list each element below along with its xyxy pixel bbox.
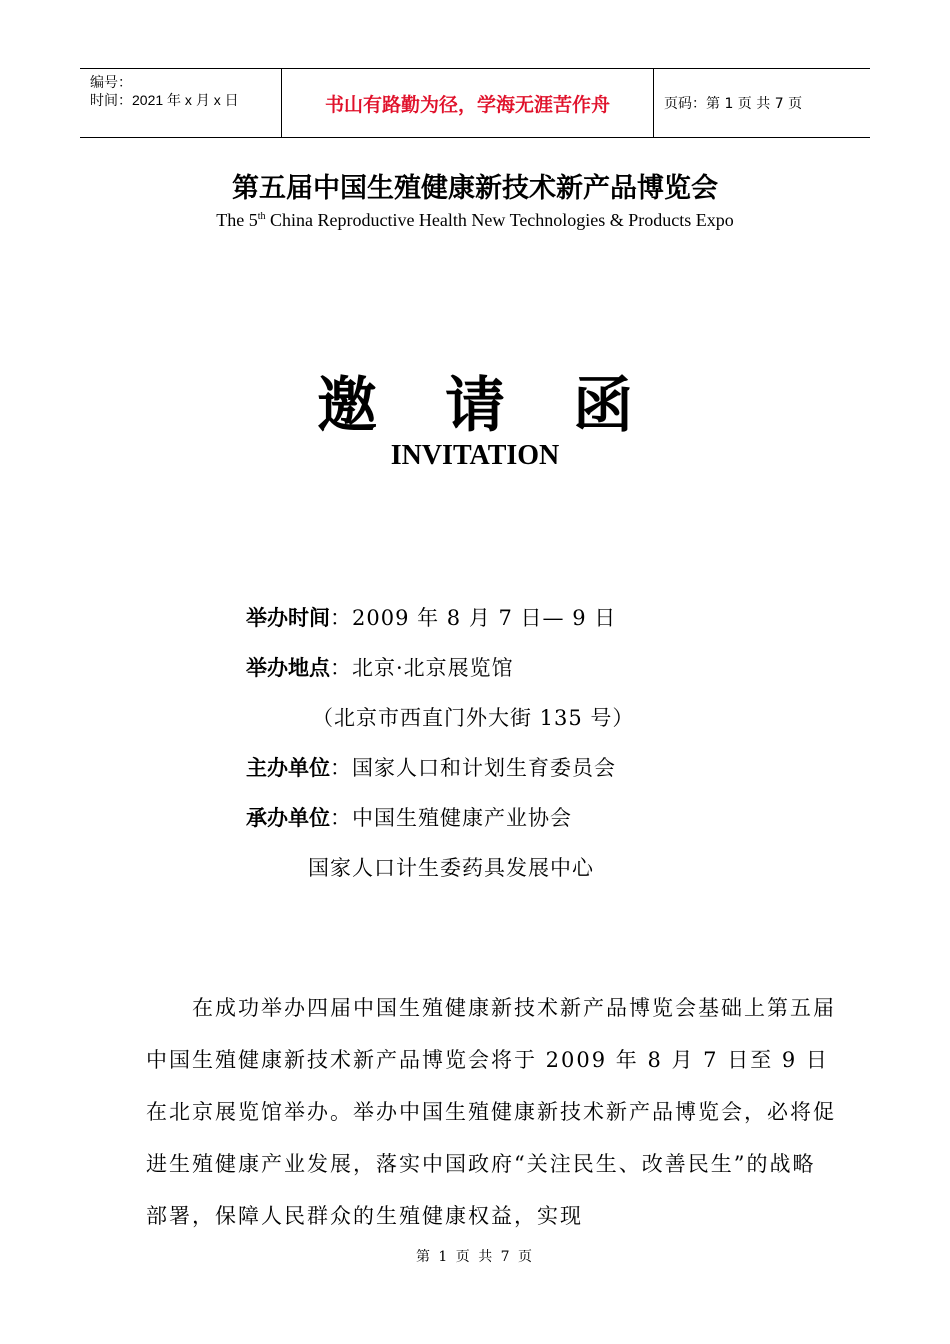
title-en-prefix: The 5 [216, 210, 258, 230]
detail-time [246, 592, 634, 642]
place-label: 举办地点 [246, 656, 330, 680]
expo-title-en [0, 210, 950, 231]
title-en-sup: th [257, 211, 266, 222]
page-footer: 第 1 页 共 7 页 [415, 1249, 535, 1265]
header-page-info: 页码：第 1 页 共 7 页 [664, 96, 803, 112]
invitation-heading-cn [0, 358, 950, 444]
time-value: ：2009 年 8 月 7 日— 9 日 [330, 606, 617, 630]
body-paragraph: 在成功举办四届中国生殖健康新技术新产品博览会基础上第五届中国生殖健康新技术新产品博览会将于 2009 年 8 月 7 日至 9 日在北京展览馆举办。举办中国生殖健康新技术新产品博览会，必将促进生殖健康产业发展，落实中国政府“关注民生、改善民生”的战略部署，保障人民群众的生殖健康权益，实现 [146, 996, 836, 1228]
detail-organizer-2 [246, 842, 634, 892]
detail-address [246, 692, 634, 742]
header-meta [80, 69, 281, 137]
address-value: （北京市西直门外大街 135 号） [312, 706, 635, 730]
organizer-label: 承办单位 [246, 806, 330, 830]
invitation-char-3: 函 [573, 371, 633, 441]
expo-title-cn: 第五届中国生殖健康新技术新产品博览会 [232, 173, 718, 204]
number-label: 编号： [90, 74, 132, 90]
invitation-char-1: 邀 [317, 371, 377, 441]
host-value: ：国家人口和计划生育委员会 [330, 756, 616, 780]
host-label: 主办单位 [246, 756, 330, 780]
body-text [146, 982, 836, 1242]
place-value: ：北京·北京展览馆 [330, 656, 514, 680]
time-label: 时间：2021 年 x 月 x 日 [90, 92, 239, 108]
time-label: 举办时间 [246, 606, 330, 630]
organizer-value-2: 国家人口计生委药具发展中心 [308, 856, 594, 880]
organizer-value: ：中国生殖健康产业协会 [330, 806, 572, 830]
header-motto: 书山有路勤为径，学海无涯苦作舟 [281, 69, 654, 137]
invitation-heading-en: INVITATION [390, 440, 560, 471]
detail-organizer [246, 792, 634, 842]
document-header [80, 68, 870, 138]
detail-host [246, 742, 634, 792]
event-details [246, 592, 634, 892]
detail-place [246, 642, 634, 692]
title-en-suffix: China Reproductive Health New Technologies & Products Expo [265, 210, 734, 230]
invitation-char-2: 请 [445, 371, 505, 441]
